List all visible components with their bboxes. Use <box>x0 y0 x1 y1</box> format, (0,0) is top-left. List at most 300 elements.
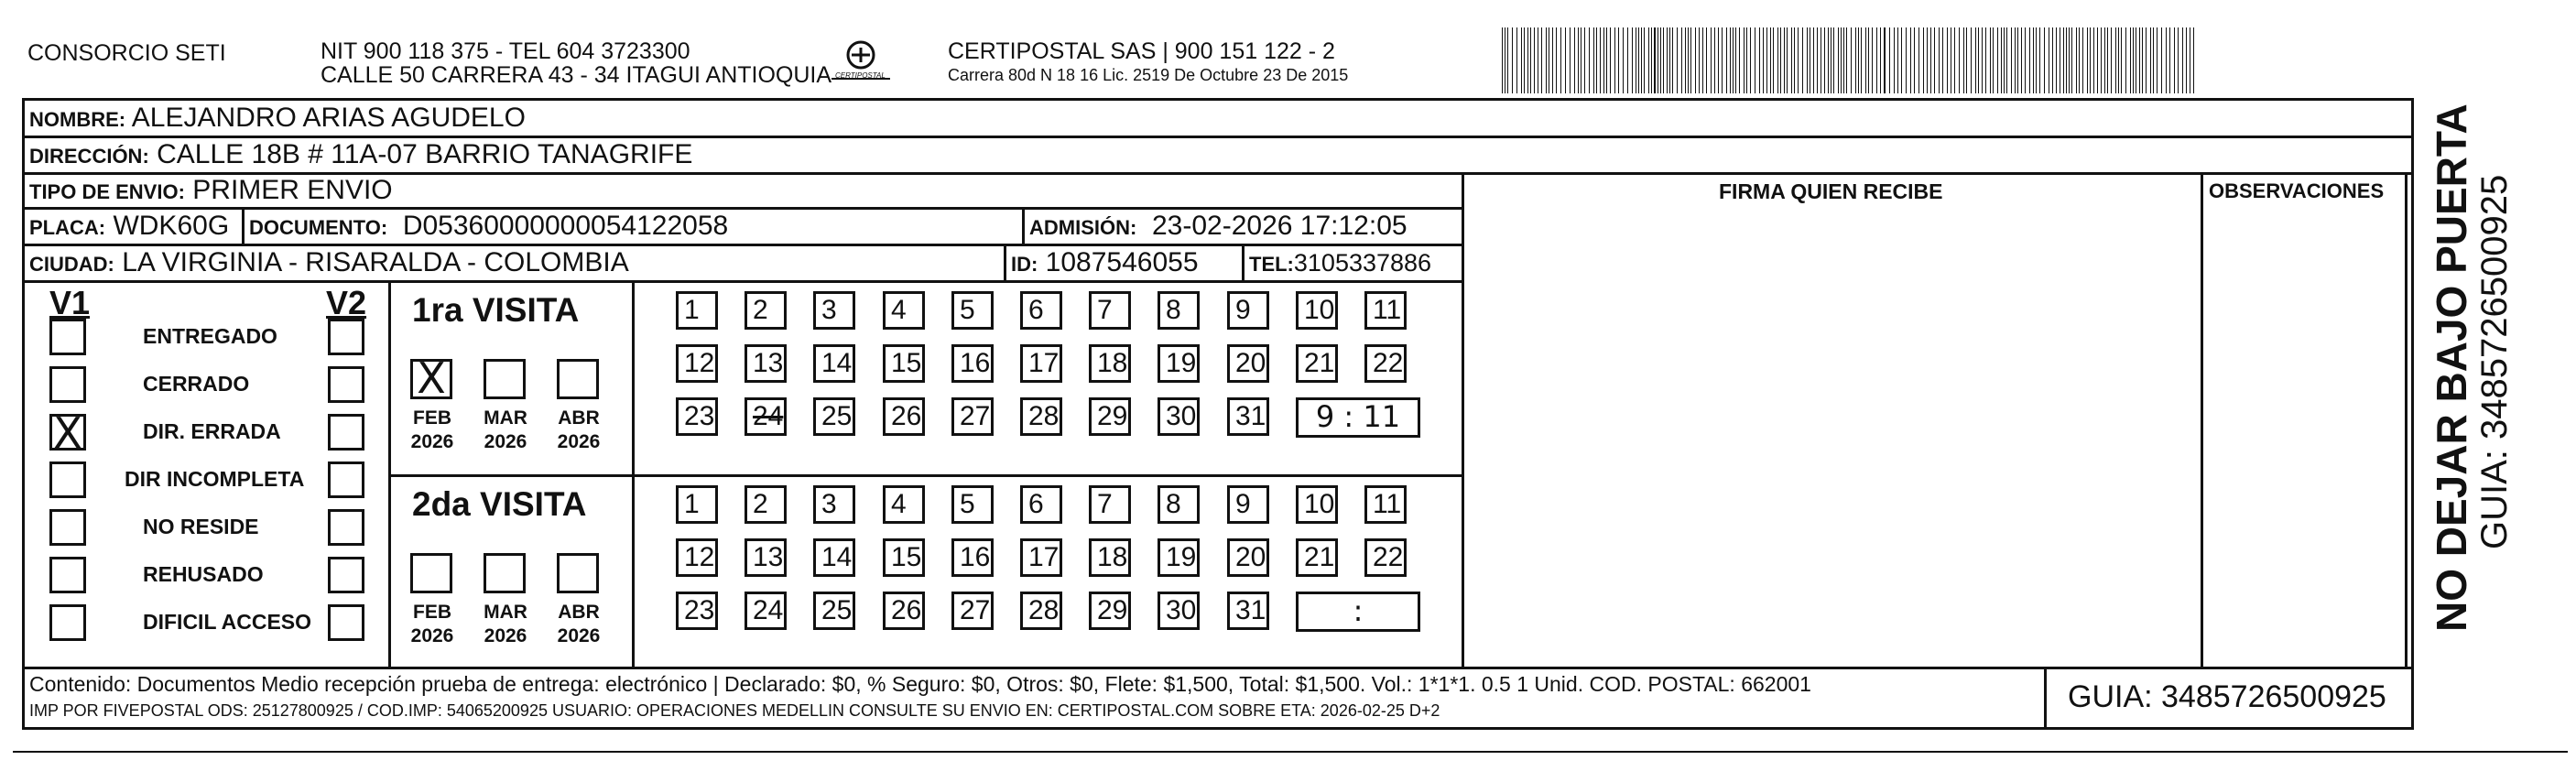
visit2-day-box[interactable]: 13 <box>745 538 787 577</box>
visit2-day-box[interactable]: 12 <box>676 538 718 577</box>
barcode-bar <box>1644 27 1645 93</box>
barcode-bar <box>1930 27 1931 93</box>
visit2-month-checkbox[interactable] <box>484 553 526 593</box>
direccion-field <box>29 139 692 170</box>
v2-checkbox[interactable] <box>328 366 364 403</box>
barcode-bar <box>2079 27 2080 93</box>
barcode-bar <box>2146 27 2147 93</box>
barcode-bar <box>1971 27 1972 93</box>
barcode-bar <box>1841 27 1842 93</box>
visit1-day-box[interactable]: 12 <box>676 344 718 383</box>
barcode-bar <box>1570 27 1571 93</box>
barcode-bar <box>1638 27 1639 93</box>
barcode-bar <box>1714 27 1715 93</box>
status-label: CERRADO <box>143 372 250 396</box>
barcode-bar <box>1828 27 1829 93</box>
address-line: CALLE 50 CARRERA 43 - 34 ITAGUI ANTIOQUIA <box>321 62 832 88</box>
barcode-bar <box>1770 27 1771 93</box>
barcode-bar <box>2069 27 2070 93</box>
barcode-bar <box>1660 27 1661 93</box>
logo-text: CERTIPOSTAL <box>835 71 886 80</box>
barcode-bar <box>2033 27 2034 93</box>
v1-label: V1 <box>49 284 91 321</box>
visit1-day-box[interactable]: 29 <box>1089 397 1131 436</box>
visit1-day-box[interactable]: 9 <box>1227 291 1269 330</box>
visit2-day-box[interactable]: 8 <box>1158 485 1200 524</box>
v2-checkbox[interactable] <box>328 557 364 593</box>
barcode-bar <box>1735 27 1736 93</box>
visit1-day-box[interactable]: 15 <box>883 344 925 383</box>
visit2-day-box[interactable]: 20 <box>1227 538 1269 577</box>
barcode-bar <box>1632 27 1633 93</box>
barcode-bar <box>1516 27 1517 93</box>
v2-checkbox[interactable] <box>328 414 364 451</box>
barcode-bar <box>1733 27 1734 93</box>
visit2-day-box[interactable]: 29 <box>1089 592 1131 630</box>
barcode-bar <box>1884 27 1886 93</box>
barcode-bar <box>1651 27 1652 93</box>
visit1-month-checkbox[interactable] <box>410 353 452 403</box>
barcode-bar <box>1985 27 1986 93</box>
barcode-bar <box>1993 27 1994 93</box>
visit2-month-label: ABR <box>558 602 600 623</box>
placa-label: PLACA: <box>29 216 106 239</box>
visit1-day-box[interactable]: 6 <box>1020 291 1062 330</box>
barcode-bar <box>2142 27 2143 93</box>
visit2-day-box[interactable]: 24 <box>745 592 787 630</box>
barcode-bar <box>1889 27 1890 93</box>
barcode-bar <box>1521 27 1522 93</box>
barcode-bar <box>1584 27 1585 93</box>
v1-checkbox[interactable] <box>49 408 86 458</box>
documento-label: DOCUMENTO: <box>249 216 388 239</box>
barcode-bar <box>2111 27 2112 93</box>
visit2-day-box[interactable]: 15 <box>883 538 925 577</box>
barcode-bar <box>2169 27 2170 93</box>
barcode-bar <box>1876 27 1877 93</box>
visit2-year-label: 2026 <box>557 625 601 646</box>
placa-field <box>29 211 229 242</box>
barcode-bar <box>2063 27 2064 93</box>
visit2-day-box[interactable]: 2 <box>745 485 787 524</box>
id-field <box>1011 247 1199 278</box>
visit1-day-box[interactable]: 10 <box>1296 291 1338 330</box>
visit2-day-box[interactable]: 23 <box>676 592 718 630</box>
visit1-day-box[interactable]: 1 <box>676 291 718 330</box>
barcode-bar <box>1923 27 1924 93</box>
barcode-bar <box>1507 27 1508 93</box>
barcode-bar <box>1865 27 1866 93</box>
barcode-bar <box>1934 27 1935 93</box>
visit2-day-box[interactable]: 22 <box>1364 538 1407 577</box>
barcode-bar <box>2093 27 2094 93</box>
barcode-bar <box>2139 27 2140 93</box>
barcode-bar <box>1702 27 1703 93</box>
visit1-day-box[interactable]: 4 <box>883 291 925 330</box>
visit1-day-box[interactable]: 3 <box>813 291 855 330</box>
status-label: REHUSADO <box>143 562 264 586</box>
tipo-field <box>29 175 393 206</box>
barcode-bar <box>1534 27 1535 93</box>
visit2-time-value: : <box>1353 593 1364 628</box>
barcode-bar <box>1578 27 1579 93</box>
id-value: 1087546055 <box>1045 247 1199 277</box>
certipostal-logo <box>824 37 897 92</box>
barcode-bar <box>2090 27 2091 93</box>
barcode-bar <box>1997 27 1998 93</box>
barcode-bar <box>2150 27 2151 93</box>
side-guia: GUIA: 3485726500925 <box>2474 174 2515 549</box>
v2-checkbox[interactable] <box>328 604 364 641</box>
barcode-bar <box>2021 27 2022 93</box>
visit2-year-label: 2026 <box>484 625 527 646</box>
barcode-bar <box>1813 27 1814 93</box>
visit2-day-box[interactable]: 19 <box>1158 538 1200 577</box>
barcode-bar <box>2133 27 2134 93</box>
tel-value: 3105337886 <box>1293 249 1432 277</box>
barcode-bar <box>1623 27 1624 93</box>
barcode-bar <box>2178 27 2179 93</box>
barcode-bar <box>1918 27 1919 93</box>
barcode-bar <box>1959 27 1960 93</box>
visit1-year-label: 2026 <box>484 431 527 452</box>
barcode-bar <box>1894 27 1895 93</box>
v2-checkbox[interactable] <box>328 461 364 498</box>
visit2-year-label: 2026 <box>410 625 454 646</box>
ciudad-label: CIUDAD: <box>29 253 114 276</box>
visit2-day-box[interactable]: 4 <box>883 485 925 524</box>
barcode-bar <box>1927 27 1928 93</box>
visit2-day-box[interactable]: 6 <box>1020 485 1062 524</box>
visit1-day-box[interactable]: 26 <box>883 397 925 436</box>
visit2-day-box[interactable]: 26 <box>883 592 925 630</box>
barcode-bar <box>1603 27 1604 93</box>
barcode-bar <box>1759 27 1760 93</box>
visit1-month-checkbox[interactable] <box>557 359 599 399</box>
barcode-bar <box>2182 27 2183 93</box>
barcode-bar <box>1914 27 1915 93</box>
barcode-bar <box>1593 27 1594 93</box>
barcode-bar <box>1654 27 1656 93</box>
visit1-title: 1ra VISITA <box>412 291 580 329</box>
visit2-day-box[interactable]: 16 <box>951 538 994 577</box>
barcode-bar <box>1699 27 1700 93</box>
visit1-year-label: 2026 <box>410 431 454 452</box>
month-check-mark: X <box>417 353 446 403</box>
barcode-bar <box>1541 27 1542 93</box>
visit1-day-box[interactable]: 13 <box>745 344 787 383</box>
barcode-bar <box>1574 27 1575 93</box>
admision-label: ADMISIÓN: <box>1029 216 1137 239</box>
barcode-bar <box>2006 27 2007 93</box>
barcode-bar <box>2004 27 2005 93</box>
visit1-day-box[interactable]: 25 <box>813 397 855 436</box>
barcode-bar <box>1672 27 1673 93</box>
no-dejar-bajo-puerta: NO DEJAR BAJO PUERTA <box>2428 103 2475 632</box>
visit2-day-box[interactable]: 18 <box>1089 538 1131 577</box>
barcode-bar <box>2118 27 2119 93</box>
v1-checkbox[interactable] <box>49 319 86 355</box>
barcode-bar <box>1939 27 1940 93</box>
visit1-day-box[interactable]: 22 <box>1364 344 1407 383</box>
barcode-bar <box>2036 27 2037 93</box>
barcode-bar <box>1910 27 1911 93</box>
barcode-bar <box>1766 27 1767 93</box>
barcode-bar <box>2029 27 2030 93</box>
visit2-day-box[interactable]: 1 <box>676 485 718 524</box>
admision-value: 23-02-2026 17:12:05 <box>1152 211 1408 241</box>
barcode-bar <box>1868 27 1869 93</box>
barcode-bar <box>1954 27 1955 93</box>
documento-value: D05360000000054122058 <box>402 211 729 241</box>
barcode-bar <box>1906 27 1907 93</box>
barcode-bar <box>1784 27 1785 93</box>
barcode-bar <box>1824 27 1825 93</box>
barcode-bar <box>1750 27 1751 93</box>
bottom-rule <box>13 751 2568 753</box>
barcode-bar <box>1730 27 1731 93</box>
visit1-day-box[interactable]: 16 <box>951 344 994 383</box>
barcode-bar <box>1527 27 1528 93</box>
barcode-bar <box>1667 27 1668 93</box>
tipo-label: TIPO DE ENVIO: <box>29 180 185 203</box>
visit2-day-box[interactable]: 30 <box>1158 592 1200 630</box>
barcode-bar <box>2101 27 2102 93</box>
barcode-bar <box>2071 27 2072 93</box>
barcode-bar <box>1739 27 1740 93</box>
status-label: ENTREGADO <box>143 324 277 348</box>
barcode-bar <box>2001 27 2002 93</box>
barcode-bar <box>1695 27 1696 93</box>
barcode-bar <box>1963 27 1964 93</box>
barcode-bar <box>1843 27 1844 93</box>
visit2-day-box[interactable]: 25 <box>813 592 855 630</box>
barcode-bar <box>2153 27 2154 93</box>
barcode-bar <box>1669 27 1670 93</box>
status-label: DIR INCOMPLETA <box>125 467 305 491</box>
barcode-bar <box>2025 27 2026 93</box>
visit2-day-box[interactable]: 21 <box>1296 538 1338 577</box>
visit1-month-label: FEB <box>413 407 451 429</box>
v2-checkbox[interactable] <box>328 509 364 546</box>
barcode-bar <box>2157 27 2158 93</box>
barcode-bar <box>2115 27 2116 93</box>
barcode-bar <box>1773 27 1774 93</box>
barcode-bar <box>1817 27 1818 93</box>
visit2-day-box[interactable]: 31 <box>1227 592 1269 630</box>
visit2-day-box[interactable]: 17 <box>1020 538 1062 577</box>
barcode-bar <box>1663 27 1664 93</box>
visit2-month-checkbox[interactable] <box>557 553 599 593</box>
visit1-day-box[interactable]: 7 <box>1089 291 1131 330</box>
barcode-bar <box>1512 27 1513 93</box>
barcode-bar <box>2017 27 2018 93</box>
company-name: CONSORCIO SETI <box>27 40 226 66</box>
barcode-bar <box>2161 27 2162 93</box>
visit1-day-box[interactable]: 11 <box>1364 291 1407 330</box>
visit1-day-box[interactable]: 21 <box>1296 344 1338 383</box>
visit1-day-box[interactable]: 23 <box>676 397 718 436</box>
visit1-year-label: 2026 <box>557 431 601 452</box>
barcode-bar <box>1681 27 1682 93</box>
barcode-bar <box>1560 27 1561 93</box>
barcode-bar <box>2087 27 2088 93</box>
barcode-bar <box>1589 27 1590 93</box>
visit1-day-box[interactable]: 27 <box>951 397 994 436</box>
direccion-value: CALLE 18B # 11A-07 BARRIO TANAGRIFE <box>157 139 693 169</box>
visit2-day-box[interactable]: 5 <box>951 485 994 524</box>
imp-text: IMP POR FIVEPOSTAL ODS: 25127800925 / COD.IMP: 54065200925 USUARIO: OPERACIONES MEDELLIN CONSULTE SU ENVIO EN: CERTIPOSTAL.COM SOBRE ETA: 2026-02-25 D+2 <box>29 701 1440 720</box>
visit1-time-value: 9 : 11 <box>1315 399 1401 434</box>
barcode-bar <box>1552 27 1553 93</box>
barcode-bar <box>1794 27 1795 93</box>
admision-field <box>1029 211 1408 242</box>
barcode-bar <box>1690 27 1691 93</box>
visit1-day-box[interactable]: 19 <box>1158 344 1200 383</box>
barcode-bar <box>1546 27 1547 93</box>
barcode-bar <box>1600 27 1601 93</box>
barcode-bar <box>1596 27 1597 93</box>
barcode-bar <box>1846 27 1847 93</box>
ciudad-field <box>29 247 629 278</box>
barcode-bar <box>1975 27 1976 93</box>
v1-checkbox[interactable] <box>49 509 86 546</box>
barcode-bar <box>1966 27 1967 93</box>
firma-header: FIRMA QUIEN RECIBE <box>1719 179 1943 203</box>
barcode-bar <box>2166 27 2167 93</box>
barcode-bar <box>1780 27 1781 93</box>
visit1-day-box[interactable]: 30 <box>1158 397 1200 436</box>
v2-checkbox[interactable] <box>328 319 364 355</box>
barcode-bar <box>1610 27 1611 93</box>
visit1-day-box[interactable]: 18 <box>1089 344 1131 383</box>
barcode <box>1502 27 2198 93</box>
v2-label: V2 <box>326 284 367 321</box>
nombre-field <box>29 103 526 134</box>
v1-checkbox[interactable] <box>49 604 86 641</box>
barcode-bar <box>1872 27 1873 93</box>
visit2-day-box[interactable]: 7 <box>1089 485 1131 524</box>
barcode-bar <box>2097 27 2098 93</box>
id-label: ID: <box>1011 253 1038 276</box>
visit2-day-box[interactable]: 28 <box>1020 592 1062 630</box>
visit1-day-box[interactable]: 8 <box>1158 291 1200 330</box>
barcode-bar <box>1861 27 1862 93</box>
barcode-bar <box>1726 27 1727 93</box>
barcode-bar <box>2125 27 2126 93</box>
barcode-bar <box>1744 27 1745 93</box>
barcode-bar <box>1807 27 1808 93</box>
visit2-day-box[interactable]: 11 <box>1364 485 1407 524</box>
barcode-bar <box>2056 27 2057 93</box>
visit2-day-box[interactable]: 10 <box>1296 485 1338 524</box>
barcode-bar <box>1942 27 1943 93</box>
barcode-bar <box>1565 27 1566 93</box>
barcode-bar <box>1787 27 1788 93</box>
barcode-bar <box>1685 27 1686 93</box>
contenido-text: Contenido: Documentos Medio recepción prueba de entrega: electrónico | Declarado: $0, % Seguro: $0, Otros: $0, Flete: $1,500, Total: $1,500. Vol.: 1*1*1. 0.5 1 Unid. COD. POSTAL: 662001 <box>29 672 1811 696</box>
v1-checkbox[interactable] <box>49 366 86 403</box>
visit2-day-box[interactable]: 9 <box>1227 485 1269 524</box>
barcode-bar <box>1791 27 1792 93</box>
nombre-value: ALEJANDRO ARIAS AGUDELO <box>131 103 526 133</box>
barcode-bar <box>1978 27 1979 93</box>
barcode-bar <box>1897 27 1898 93</box>
guia-footer: GUIA: 3485726500925 <box>2068 679 2386 714</box>
visit2-day-box[interactable]: 3 <box>813 485 855 524</box>
tel-label: TEL: <box>1249 253 1294 276</box>
barcode-bar <box>1502 27 1503 93</box>
visit2-month-label: FEB <box>413 602 451 623</box>
barcode-bar <box>1798 27 1799 93</box>
barcode-bar <box>1802 27 1803 93</box>
documento-field <box>249 211 728 242</box>
status-label: DIFICIL ACCESO <box>143 610 312 634</box>
tipo-value: PRIMER ENVIO <box>192 175 393 205</box>
status-label: NO RESIDE <box>143 515 259 538</box>
barcode-bar <box>2052 27 2053 93</box>
barcode-bar <box>2174 27 2175 93</box>
barcode-bar <box>1706 27 1707 93</box>
barcode-bar <box>1838 27 1839 93</box>
barcode-bar <box>2193 27 2194 93</box>
v1-checkbox[interactable] <box>49 557 86 593</box>
barcode-bar <box>1901 27 1902 93</box>
barcode-bar <box>1990 27 1991 93</box>
barcode-bar <box>2107 27 2108 93</box>
barcode-bar <box>1833 27 1834 93</box>
visit2-month-checkbox[interactable] <box>410 553 452 593</box>
barcode-bar <box>1688 27 1689 93</box>
status-label: DIR. ERRADA <box>143 419 281 443</box>
barcode-bar <box>2066 27 2067 93</box>
visit1-month-checkbox[interactable] <box>484 359 526 399</box>
visit1-day-box[interactable]: 2 <box>745 291 787 330</box>
visit1-day-box[interactable]: 17 <box>1020 344 1062 383</box>
barcode-bar <box>1718 27 1719 93</box>
visit1-day-box[interactable]: 31 <box>1227 397 1269 436</box>
barcode-bar <box>1777 27 1778 93</box>
visit1-day-box[interactable]: 20 <box>1227 344 1269 383</box>
visit2-day-box[interactable]: 27 <box>951 592 994 630</box>
certipostal-logo-icon <box>824 37 897 92</box>
barcode-bar <box>2082 27 2083 93</box>
direccion-label: DIRECCIÓN: <box>29 145 149 168</box>
barcode-bar <box>1530 27 1531 93</box>
visit2-day-box[interactable]: 14 <box>813 538 855 577</box>
barcode-bar <box>1606 27 1607 93</box>
visit1-day-box[interactable]: 24 <box>745 397 787 436</box>
visit1-month-label: ABR <box>558 407 600 429</box>
certipostal-line: CERTIPOSTAL SAS | 900 151 122 - 2 <box>948 38 1335 64</box>
license-line: Carrera 80d N 18 16 Lic. 2519 De Octubre 23 De 2015 <box>948 66 1349 84</box>
barcode-bar <box>1746 27 1747 93</box>
visit1-day-box[interactable]: 14 <box>813 344 855 383</box>
barcode-bar <box>1982 27 1983 93</box>
barcode-bar <box>1711 27 1712 93</box>
v1-checkbox[interactable] <box>49 461 86 498</box>
v1-check-mark: X <box>53 408 82 458</box>
barcode-bar <box>1947 27 1948 93</box>
barcode-bar <box>1524 27 1525 93</box>
barcode-bar <box>2130 27 2131 93</box>
barcode-bar <box>1556 27 1557 93</box>
visit2-title: 2da VISITA <box>412 485 587 523</box>
barcode-bar <box>1677 27 1678 93</box>
visit1-day-box[interactable]: 28 <box>1020 397 1062 436</box>
barcode-bar <box>1618 27 1619 93</box>
visit1-day-box[interactable]: 5 <box>951 291 994 330</box>
